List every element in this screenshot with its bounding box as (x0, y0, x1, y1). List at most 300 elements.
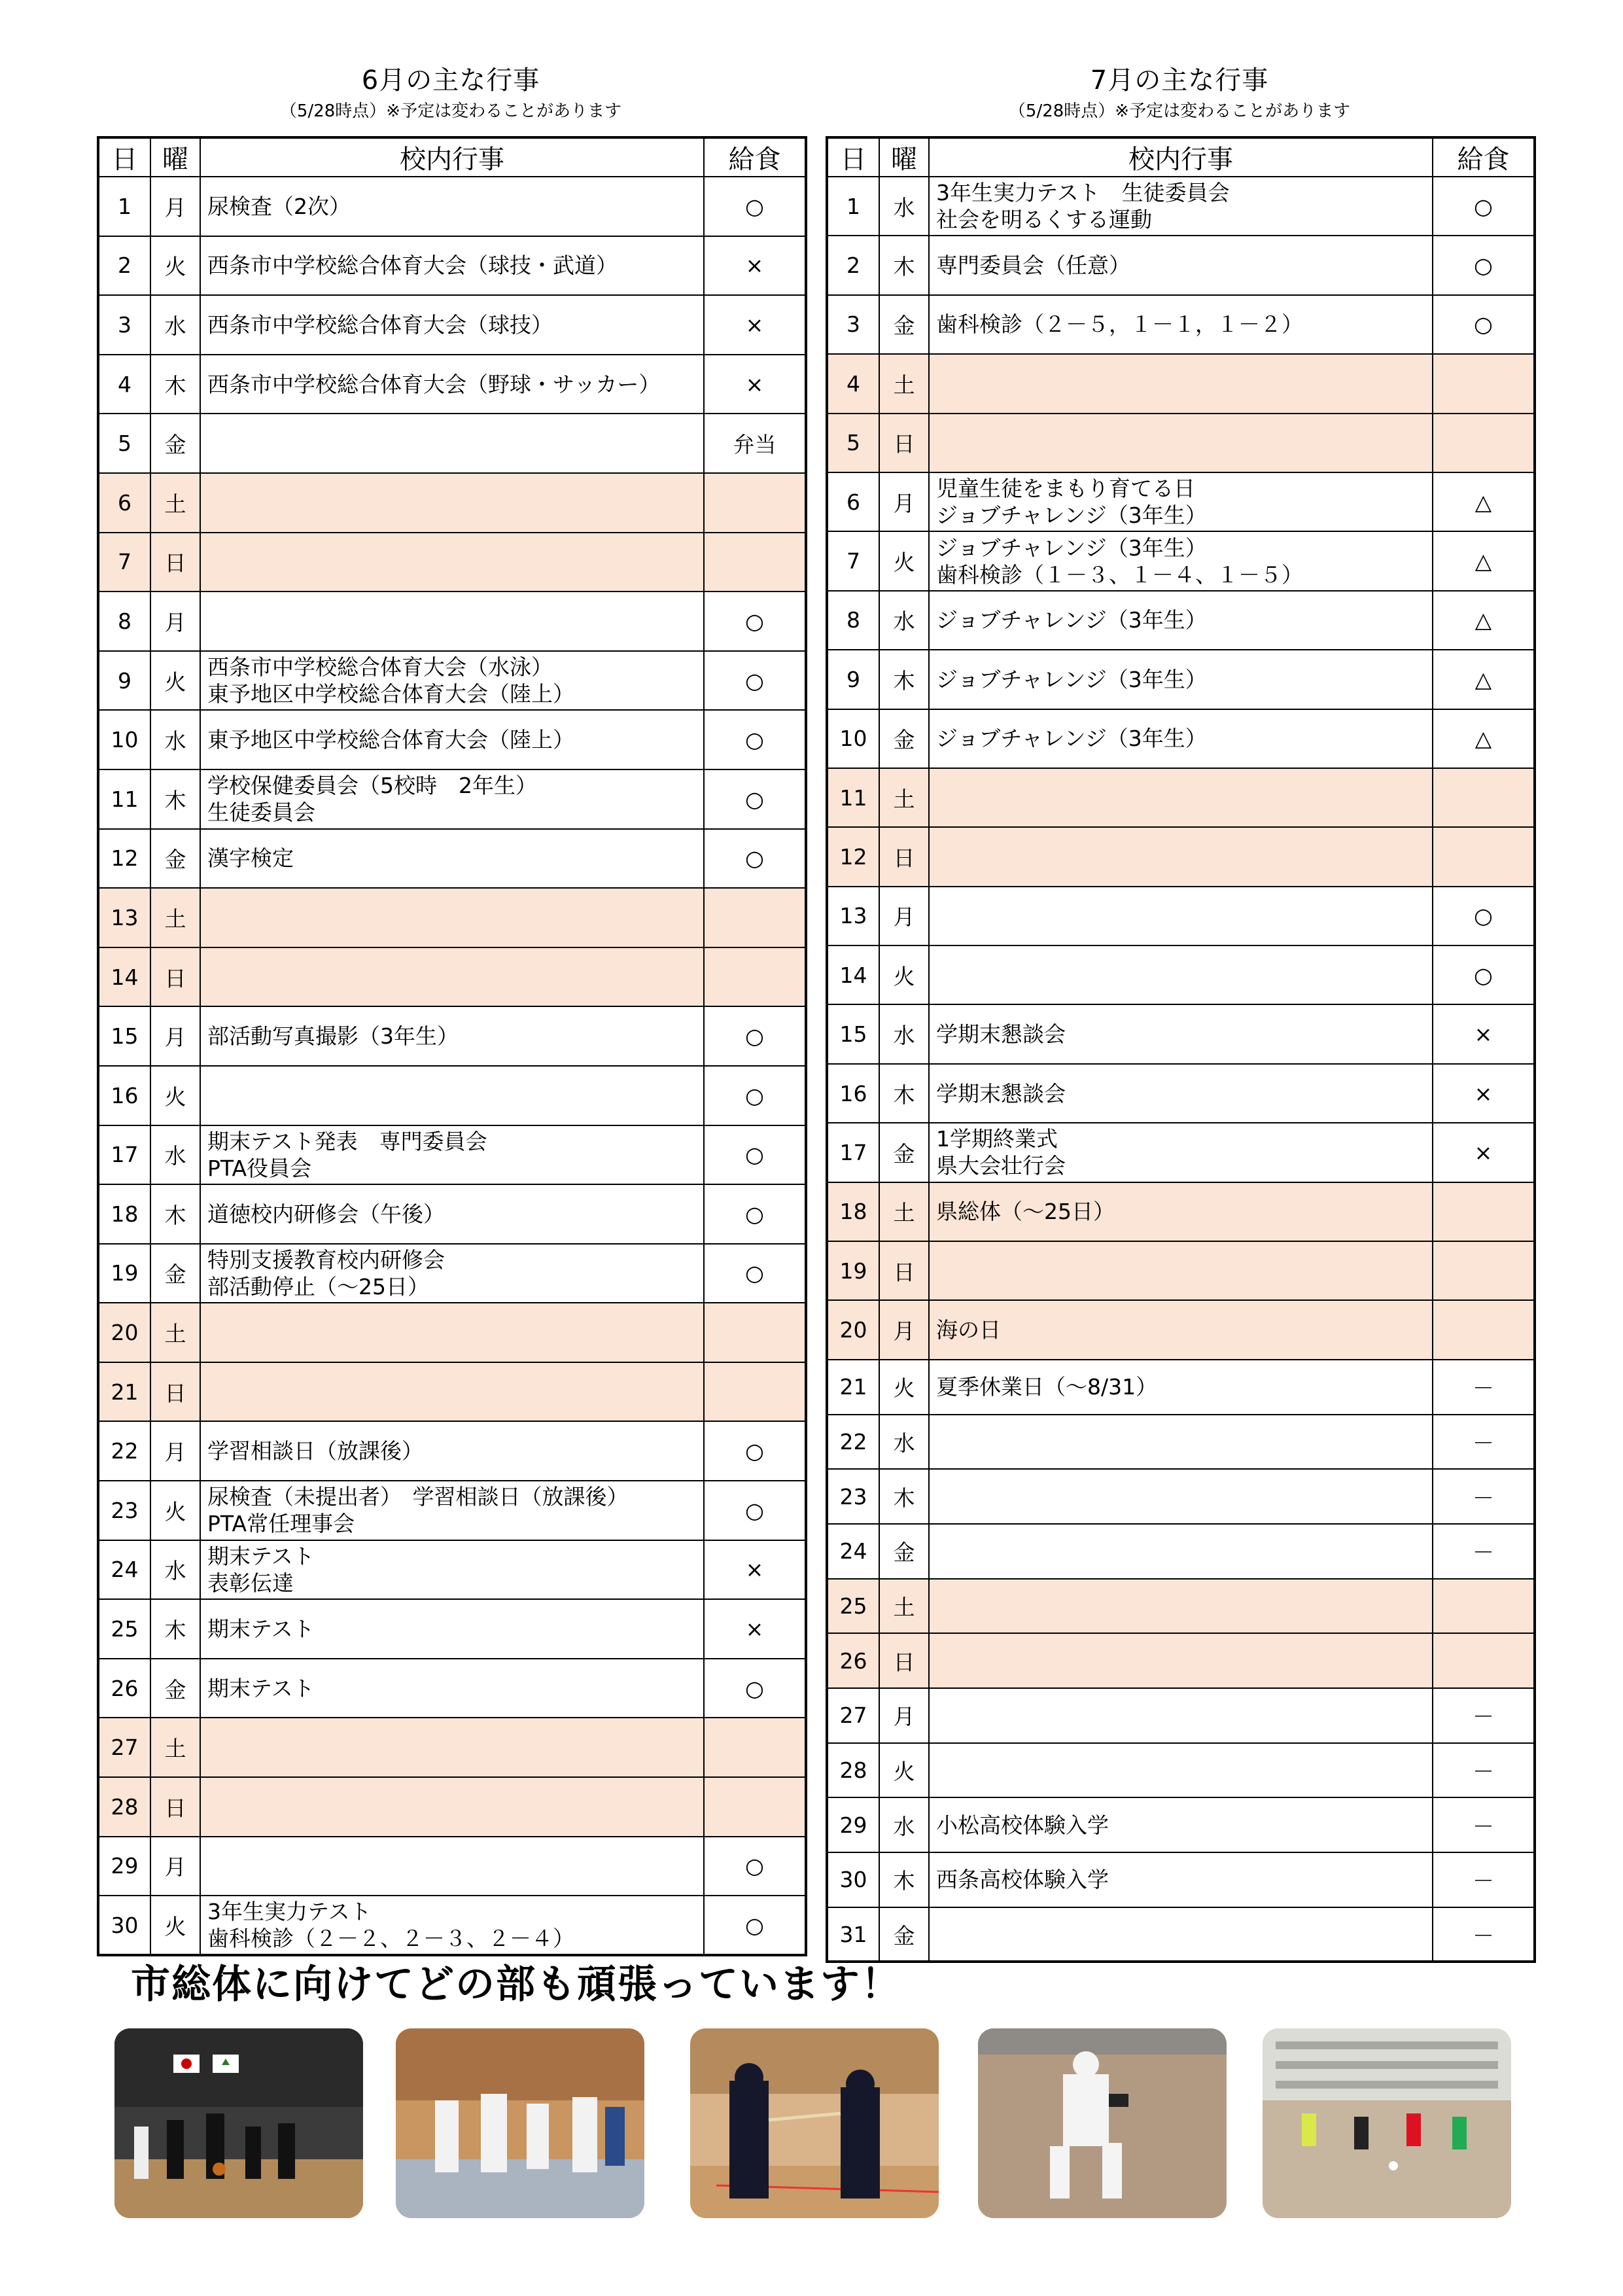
weekday-cell: 金 (879, 1524, 929, 1579)
events-cell (200, 1777, 704, 1837)
lunch-cell (704, 533, 806, 592)
lunch-cell: × (1433, 1004, 1535, 1063)
weekday-cell: 水 (879, 1004, 929, 1063)
day-cell: 30 (827, 1852, 879, 1907)
weekday-cell: 木 (150, 1184, 200, 1244)
day-cell: 13 (98, 888, 150, 947)
day-cell: 29 (98, 1837, 150, 1896)
events-cell (929, 768, 1433, 827)
event-line: 専門委員会（任意） (936, 253, 1130, 279)
weekday-cell: 金 (150, 829, 200, 889)
weekday-cell: 火 (150, 1896, 200, 1955)
july-note: （5/28時点）※予定は変わることがあります (1008, 101, 1351, 121)
events-cell (929, 591, 1433, 650)
weekday-cell: 木 (150, 355, 200, 414)
event-line: 道徳校内研修会（午後） (207, 1201, 445, 1227)
table-row (827, 591, 1535, 650)
table-row (98, 414, 806, 473)
header-events: 校内行事 (200, 137, 704, 177)
day-cell: 26 (98, 1659, 150, 1718)
weekday-cell: 月 (879, 472, 929, 531)
weekday-cell: 木 (879, 236, 929, 294)
lunch-cell: ○ (704, 1481, 806, 1540)
weekday-cell: 土 (879, 1579, 929, 1634)
events-cell (929, 354, 1433, 413)
table-row (98, 769, 806, 829)
event-line: 西条市中学校総合体育大会（野球・サッカー） (207, 371, 661, 397)
events-cell (200, 1896, 704, 1955)
event-line: 小松高校体験入学 (936, 1812, 1109, 1838)
weekday-cell: 土 (150, 1718, 200, 1777)
event-line: 学期末懇談会 (936, 1021, 1066, 1048)
weekday-cell: 水 (879, 1797, 929, 1852)
lunch-cell: ○ (704, 1066, 806, 1125)
weekday-cell: 日 (150, 1777, 200, 1837)
day-cell: 17 (827, 1123, 879, 1182)
lunch-cell: △ (1433, 591, 1535, 650)
day-cell: 4 (827, 354, 879, 413)
weekday-cell: 金 (150, 1659, 200, 1718)
june-title: 6月の主な行事 (361, 65, 540, 96)
events-cell (929, 1415, 1433, 1470)
event-line: 期末テスト (207, 1616, 315, 1642)
header-lunch: 給食 (1433, 137, 1535, 177)
event-line: 歯科検診（１－３、１－４、１－５） (936, 561, 1303, 588)
lunch-cell (704, 473, 806, 533)
events-cell (929, 650, 1433, 709)
weekday-cell: 土 (879, 354, 929, 413)
lunch-cell: ○ (1433, 295, 1535, 354)
event-line: 夏季休業日（～8/31） (936, 1374, 1158, 1400)
weekday-cell: 火 (150, 651, 200, 711)
weekday-cell: 土 (879, 1182, 929, 1241)
events-cell (929, 1182, 1433, 1241)
events-cell (929, 709, 1433, 768)
day-cell: 5 (98, 414, 150, 473)
lunch-cell (704, 888, 806, 947)
events-cell (929, 1633, 1433, 1688)
event-line: ジョブチャレンジ（3年生） (936, 607, 1207, 633)
lunch-cell (704, 1777, 806, 1837)
events-cell (929, 1123, 1433, 1182)
weekday-cell: 日 (879, 827, 929, 886)
table-row (98, 710, 806, 769)
day-cell: 1 (98, 177, 150, 236)
day-cell: 18 (98, 1184, 150, 1244)
weekday-cell: 金 (150, 414, 200, 473)
table-row (827, 887, 1535, 945)
day-cell: 7 (98, 533, 150, 592)
day-cell: 19 (98, 1244, 150, 1303)
weekday-cell: 木 (879, 1064, 929, 1123)
lunch-cell: × (1433, 1064, 1535, 1123)
table-row (98, 1125, 806, 1185)
events-cell (929, 414, 1433, 472)
weekday-cell: 月 (150, 177, 200, 236)
lunch-cell (1433, 768, 1535, 827)
event-line: 西条市中学校総合体育大会（水泳） (207, 654, 553, 680)
table-row (827, 1004, 1535, 1063)
table-row (827, 1360, 1535, 1415)
weekday-cell: 月 (150, 592, 200, 651)
weekday-cell: 水 (879, 1415, 929, 1470)
lunch-cell: ○ (704, 651, 806, 711)
table-row (827, 1469, 1535, 1524)
event-line: PTA常任理事会 (207, 1511, 355, 1537)
day-cell: 19 (827, 1241, 879, 1300)
table-row (98, 1481, 806, 1540)
events-cell (200, 177, 704, 236)
day-cell: 22 (98, 1421, 150, 1481)
day-cell: 24 (827, 1524, 879, 1579)
table-row (98, 1303, 806, 1362)
weekday-cell: 木 (150, 769, 200, 829)
event-line: 学習相談日（放課後） (207, 1438, 423, 1464)
day-cell: 9 (827, 650, 879, 709)
events-cell (200, 1421, 704, 1481)
table-row (98, 1718, 806, 1777)
table-row (827, 1907, 1535, 1962)
table-row (98, 1184, 806, 1244)
table-row (827, 1182, 1535, 1241)
event-line: 歯科検診（２－５，１－１，１－２） (936, 311, 1303, 338)
day-cell: 10 (827, 709, 879, 768)
lunch-cell: 弁当 (704, 414, 806, 473)
lunch-cell (704, 1718, 806, 1777)
weekday-cell: 月 (150, 1421, 200, 1481)
day-cell: 20 (827, 1300, 879, 1359)
events-cell (200, 651, 704, 711)
weekday-cell: 水 (879, 177, 929, 236)
table-row (827, 1524, 1535, 1579)
events-cell (929, 945, 1433, 1004)
day-cell: 5 (827, 414, 879, 472)
events-cell (200, 1303, 704, 1362)
events-cell (929, 531, 1433, 590)
event-line: 東予地区中学校総合体育大会（陸上） (207, 681, 574, 707)
lunch-cell: △ (1433, 650, 1535, 709)
table-row (827, 650, 1535, 709)
lunch-cell (704, 1303, 806, 1362)
table-row (98, 947, 806, 1007)
event-line: 生徒委員会 (207, 800, 315, 826)
weekday-cell: 金 (879, 1123, 929, 1182)
lunch-cell: － (1433, 1415, 1535, 1470)
table-row (827, 827, 1535, 886)
weekday-cell: 日 (150, 1362, 200, 1422)
day-cell: 3 (827, 295, 879, 354)
weekday-cell: 火 (150, 236, 200, 296)
lunch-cell: － (1433, 1907, 1535, 1962)
lunch-cell: ○ (704, 769, 806, 829)
event-line: 学校保健委員会（5校時 2年生） (207, 773, 537, 799)
lunch-cell: ○ (704, 1184, 806, 1244)
table-row (98, 1540, 806, 1600)
table-row (98, 1599, 806, 1659)
events-cell (929, 177, 1433, 236)
lunch-cell: ○ (704, 829, 806, 889)
weekday-cell: 火 (879, 531, 929, 590)
june-header-row (98, 137, 806, 177)
day-cell: 2 (827, 236, 879, 294)
lunch-cell: ○ (1433, 887, 1535, 945)
day-cell: 23 (827, 1469, 879, 1524)
judo-photo (396, 2028, 644, 2218)
table-row (827, 1064, 1535, 1123)
events-cell (200, 1184, 704, 1244)
weekday-cell: 水 (150, 1540, 200, 1600)
weekday-cell: 金 (879, 1907, 929, 1962)
weekday-cell: 水 (879, 591, 929, 650)
event-line: ジョブチャレンジ（3年生） (936, 503, 1207, 529)
day-cell: 12 (827, 827, 879, 886)
lunch-cell: ○ (704, 1244, 806, 1303)
lunch-cell: － (1433, 1797, 1535, 1852)
weekday-cell: 月 (150, 1837, 200, 1896)
event-line: ジョブチャレンジ（3年生） (936, 726, 1207, 752)
table-row (827, 1688, 1535, 1743)
weekday-cell: 木 (879, 650, 929, 709)
events-cell (200, 1362, 704, 1422)
events-cell (200, 355, 704, 414)
soccer-photo (1263, 2028, 1511, 2218)
day-cell: 8 (827, 591, 879, 650)
lunch-cell: ○ (704, 1006, 806, 1066)
table-row (98, 533, 806, 592)
weekday-cell: 日 (879, 1633, 929, 1688)
table-row (98, 473, 806, 533)
lunch-cell (1433, 827, 1535, 886)
weekday-cell: 火 (150, 1066, 200, 1125)
lunch-cell (1433, 1300, 1535, 1359)
table-row (827, 1241, 1535, 1300)
table-row (827, 177, 1535, 236)
day-cell: 11 (98, 769, 150, 829)
weekday-cell: 水 (150, 710, 200, 769)
events-cell (929, 472, 1433, 531)
events-cell (200, 295, 704, 355)
events-cell (200, 533, 704, 592)
day-cell: 6 (98, 473, 150, 533)
table-row (98, 355, 806, 414)
event-line: ジョブチャレンジ（3年生） (936, 535, 1207, 561)
table-row (827, 1300, 1535, 1359)
weekday-cell: 水 (150, 295, 200, 355)
weekday-cell: 木 (879, 1469, 929, 1524)
table-row (827, 709, 1535, 768)
header-weekday: 曜 (879, 137, 929, 177)
header-events: 校内行事 (929, 137, 1433, 177)
lunch-cell: ○ (704, 592, 806, 651)
events-cell (929, 1524, 1433, 1579)
events-cell (200, 1481, 704, 1540)
july-rows (827, 177, 1535, 1962)
table-row (98, 1066, 806, 1125)
event-line: 期末テスト発表 専門委員会 (207, 1128, 487, 1154)
lunch-cell: × (704, 295, 806, 355)
table-row (827, 1852, 1535, 1907)
events-cell (929, 295, 1433, 354)
event-line: 部活動写真撮影（3年生） (207, 1023, 459, 1050)
table-row (827, 414, 1535, 472)
event-line: 漢字検定 (207, 845, 294, 872)
weekday-cell: 金 (879, 295, 929, 354)
day-cell: 11 (827, 768, 879, 827)
lunch-cell: △ (1433, 709, 1535, 768)
kendo-photo (690, 2028, 939, 2218)
day-cell: 14 (98, 947, 150, 1007)
table-row (827, 472, 1535, 531)
july-table (826, 136, 1536, 1963)
event-line: 部活動停止（～25日） (207, 1273, 429, 1299)
day-cell: 27 (98, 1718, 150, 1777)
event-line: ジョブチャレンジ（3年生） (936, 666, 1207, 692)
events-cell (929, 1469, 1433, 1524)
day-cell: 3 (98, 295, 150, 355)
table-row (98, 1244, 806, 1303)
table-row (98, 1362, 806, 1422)
lunch-cell: － (1433, 1360, 1535, 1415)
day-cell: 15 (827, 1004, 879, 1063)
events-cell (200, 236, 704, 296)
event-line: 東予地区中学校総合体育大会（陸上） (207, 727, 574, 753)
event-line: 県総体（～25日） (936, 1199, 1115, 1225)
table-row (827, 531, 1535, 590)
lunch-cell: × (704, 236, 806, 296)
table-row (98, 295, 806, 355)
table-row (98, 1896, 806, 1955)
events-cell (200, 1540, 704, 1600)
table-row (98, 236, 806, 296)
day-cell: 29 (827, 1797, 879, 1852)
events-cell (200, 888, 704, 947)
lunch-cell (1433, 414, 1535, 472)
lunch-cell: ○ (704, 177, 806, 236)
lunch-cell: △ (1433, 472, 1535, 531)
events-cell (929, 1852, 1433, 1907)
july-title: 7月の主な行事 (1090, 65, 1269, 96)
table-row (98, 651, 806, 711)
events-cell (200, 710, 704, 769)
day-cell: 22 (827, 1415, 879, 1470)
table-row (827, 1633, 1535, 1688)
weekday-cell: 火 (879, 1743, 929, 1798)
event-line: 学期末懇談会 (936, 1080, 1066, 1106)
day-cell: 21 (827, 1360, 879, 1415)
baseball-photo (978, 2028, 1227, 2218)
events-cell (200, 769, 704, 829)
day-cell: 16 (98, 1066, 150, 1125)
event-line: 西条市中学校総合体育大会（球技・武道） (207, 253, 618, 279)
lunch-cell: ○ (704, 1896, 806, 1955)
weekday-cell: 木 (879, 1852, 929, 1907)
table-row (827, 236, 1535, 294)
events-cell (200, 592, 704, 651)
banner-text: 市総体に向けてどの部も頑張っています！ (131, 1962, 901, 2007)
lunch-cell: ○ (1433, 236, 1535, 294)
day-cell: 7 (827, 531, 879, 590)
lunch-cell (1433, 1633, 1535, 1688)
event-line: 尿検査（未提出者） 学習相談日（放課後） (207, 1484, 629, 1510)
lunch-cell (704, 1362, 806, 1422)
weekday-cell: 火 (150, 1481, 200, 1540)
day-cell: 2 (98, 236, 150, 296)
lunch-cell (1433, 1182, 1535, 1241)
event-line: PTA役員会 (207, 1155, 312, 1181)
lunch-cell: △ (1433, 531, 1535, 590)
weekday-cell: 日 (150, 533, 200, 592)
events-cell (200, 1837, 704, 1896)
day-cell: 25 (827, 1579, 879, 1634)
lunch-cell: × (704, 1540, 806, 1600)
events-cell (929, 1688, 1433, 1743)
lunch-cell: ○ (704, 710, 806, 769)
event-line: 児童生徒をまもり育てる日 (936, 476, 1195, 502)
day-cell: 26 (827, 1633, 879, 1688)
weekday-cell: 日 (150, 947, 200, 1007)
header-lunch: 給食 (704, 137, 806, 177)
weekday-cell: 土 (150, 1303, 200, 1362)
table-row (98, 888, 806, 947)
table-row (827, 1123, 1535, 1182)
weekday-cell: 水 (150, 1125, 200, 1185)
day-cell: 21 (98, 1362, 150, 1422)
events-cell (929, 1907, 1433, 1962)
event-line: 尿検査（2次） (207, 193, 351, 219)
event-line: 3年生実力テスト 生徒委員会 (936, 180, 1230, 206)
event-line: 社会を明るくする運動 (936, 207, 1152, 233)
table-row (827, 1797, 1535, 1852)
event-line: 県大会壮行会 (936, 1153, 1066, 1179)
weekday-cell: 月 (879, 887, 929, 945)
july-header-row (827, 137, 1535, 177)
table-row (98, 1006, 806, 1066)
header-day: 日 (98, 137, 150, 177)
events-cell (200, 1599, 704, 1659)
day-cell: 28 (827, 1743, 879, 1798)
lunch-cell: － (1433, 1852, 1535, 1907)
event-line: 特別支援教育校内研修会 (207, 1246, 445, 1273)
events-cell (929, 1004, 1433, 1063)
day-cell: 13 (827, 887, 879, 945)
table-row (827, 1743, 1535, 1798)
day-cell: 6 (827, 472, 879, 531)
weekday-cell: 火 (879, 1360, 929, 1415)
day-cell: 20 (98, 1303, 150, 1362)
day-cell: 9 (98, 651, 150, 711)
day-cell: 30 (98, 1896, 150, 1955)
weekday-cell: 火 (879, 945, 929, 1004)
table-row (827, 1415, 1535, 1470)
event-line: 1学期終業式 (936, 1126, 1058, 1152)
weekday-cell: 金 (879, 709, 929, 768)
day-cell: 17 (98, 1125, 150, 1185)
table-row (98, 177, 806, 236)
lunch-cell: ○ (1433, 945, 1535, 1004)
lunch-cell (704, 947, 806, 1007)
lunch-cell: × (704, 355, 806, 414)
events-cell (200, 473, 704, 533)
table-row (98, 1777, 806, 1837)
basketball-photo (114, 2028, 363, 2218)
day-cell: 8 (98, 592, 150, 651)
day-cell: 27 (827, 1688, 879, 1743)
events-cell (200, 1244, 704, 1303)
header-weekday: 曜 (150, 137, 200, 177)
day-cell: 31 (827, 1907, 879, 1962)
event-line: 期末テスト (207, 1675, 315, 1701)
events-cell (929, 236, 1433, 294)
